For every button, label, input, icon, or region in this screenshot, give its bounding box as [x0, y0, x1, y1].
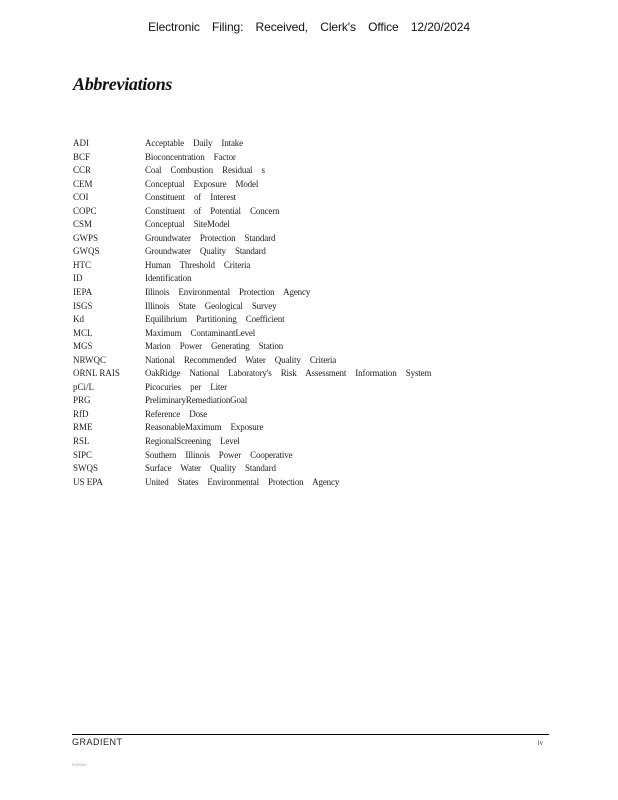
abbreviation-row: [73, 205, 523, 219]
abbreviation-row: [73, 313, 523, 327]
abbreviation-definition: Maximum ContaminantLevel: [145, 327, 256, 338]
abbreviation-definition: OakRidge National Laboratory's Risk Assessment Information System: [145, 368, 432, 379]
abbreviation-row: [73, 178, 523, 192]
abbreviation-term: RfD: [73, 408, 89, 419]
abbreviation-definition: Conceptual Exposure Model: [145, 178, 259, 189]
abbreviation-definition: Constituent of Interest: [145, 192, 237, 203]
abbreviation-definition: Southern Illinois Power Cooperative: [145, 449, 293, 460]
abbreviation-definition: Illinois Environmental Protection Agency: [145, 287, 311, 298]
abbreviation-term: CSM: [73, 219, 93, 230]
abbreviation-row: [73, 435, 523, 449]
abbreviation-term: ORNL RAIS: [73, 368, 120, 379]
abbreviation-term: RSL: [73, 436, 90, 447]
abbreviation-row: [73, 340, 523, 354]
abbreviation-definition: National Recommended Water Quality Criteria: [145, 354, 337, 365]
abbreviation-row: [73, 259, 523, 273]
company-logo: GRADIENT: [72, 737, 123, 747]
abbreviation-term: ADI: [73, 138, 89, 148]
abbreviation-row: [73, 462, 523, 476]
abbreviation-row: [73, 164, 523, 178]
abbreviation-definition: Groundwater Protection Standard: [145, 232, 276, 243]
abbreviation-row: [73, 381, 523, 395]
abbreviation-row: [73, 327, 523, 341]
abbreviation-row: [73, 137, 523, 151]
abbreviation-definition: Marion Power Generating Station: [145, 341, 284, 352]
abbreviation-row: [73, 476, 523, 490]
abbreviation-term: NRWQC: [73, 354, 107, 365]
abbreviation-definition: Human Threshold Criteria: [145, 259, 251, 270]
abbreviation-term: GWQS: [73, 246, 100, 257]
abbreviation-term: SIPC: [73, 449, 93, 460]
abbreviation-definition: Illinois State Geological Survey: [145, 300, 277, 311]
abbreviation-term: IEPA: [73, 287, 93, 298]
abbreviation-definition: Reference Dose: [145, 408, 208, 419]
abbreviation-term: SWQS: [73, 463, 99, 474]
abbreviation-definition: Picocuries per Liter: [145, 381, 227, 392]
abbreviation-term: pCi/L: [73, 381, 95, 392]
footer-divider: [72, 734, 549, 735]
abbreviation-row: [73, 218, 523, 232]
abbreviation-term: ID: [73, 273, 83, 284]
abbreviation-definition: PreliminaryRemediationGoal: [145, 395, 248, 406]
abbreviation-term: US EPA: [73, 476, 103, 487]
abbreviation-definition: Groundwater Quality Standard: [145, 246, 266, 257]
abbreviation-term: PRG: [73, 395, 91, 406]
page-number: iv: [537, 739, 543, 747]
abbreviation-definition: Constituent of Potential Concern: [145, 205, 280, 216]
filing-stamp: Electronic Filing: Received, Clerk's Office 12/20/2024: [148, 20, 470, 34]
abbreviation-row: [73, 272, 523, 286]
abbreviation-definition: Surface Water Quality Standard: [145, 463, 276, 474]
abbreviation-definition: Identification: [145, 273, 192, 284]
abbreviation-row: [73, 232, 523, 246]
abbreviation-row: [73, 245, 523, 259]
abbreviation-row: [73, 408, 523, 422]
abbreviation-row: [73, 449, 523, 463]
abbreviation-definition: RegionalScreening Level: [145, 436, 240, 447]
abbreviation-definition: Equilibrium Partitioning Coefficient: [145, 314, 285, 325]
abbreviation-term: ISGS: [73, 300, 93, 311]
abbreviation-term: COI: [73, 192, 89, 203]
page-title: Abbreviations: [73, 74, 173, 94]
abbreviation-definition: Acceptable Daily Intake: [145, 138, 244, 148]
document-code: K22094...: [72, 762, 90, 767]
abbreviation-term: GWPS: [73, 232, 99, 243]
abbreviation-term: MCL: [73, 327, 93, 338]
abbreviation-term: COPC: [73, 205, 97, 216]
abbreviation-definition: Coal Combustion Residual s: [145, 165, 265, 176]
abbreviation-term: HTC: [73, 259, 91, 270]
abbreviation-row: [73, 394, 523, 408]
abbreviation-definition: ReasonableMaximum Exposure: [145, 422, 264, 433]
abbreviation-row: [73, 191, 523, 205]
abbreviation-term: Kd: [73, 314, 84, 325]
abbreviation-term: CCR: [73, 165, 92, 176]
abbreviation-row: [73, 421, 523, 435]
abbreviation-term: CEM: [73, 178, 93, 189]
abbreviations-list: [73, 137, 523, 489]
abbreviation-term: RME: [73, 422, 93, 433]
abbreviation-definition: Bioconcentration Factor: [145, 151, 236, 162]
abbreviation-term: BCF: [73, 151, 91, 162]
abbreviation-row: [73, 286, 523, 300]
abbreviation-row: [73, 300, 523, 314]
abbreviation-row: [73, 151, 523, 165]
abbreviation-row: [73, 354, 523, 368]
abbreviation-term: MGS: [73, 341, 93, 352]
abbreviation-definition: United States Environmental Protection Agency: [145, 476, 340, 487]
abbreviation-row: [73, 367, 523, 381]
abbreviation-definition: Conceptual SiteModel: [145, 219, 230, 230]
